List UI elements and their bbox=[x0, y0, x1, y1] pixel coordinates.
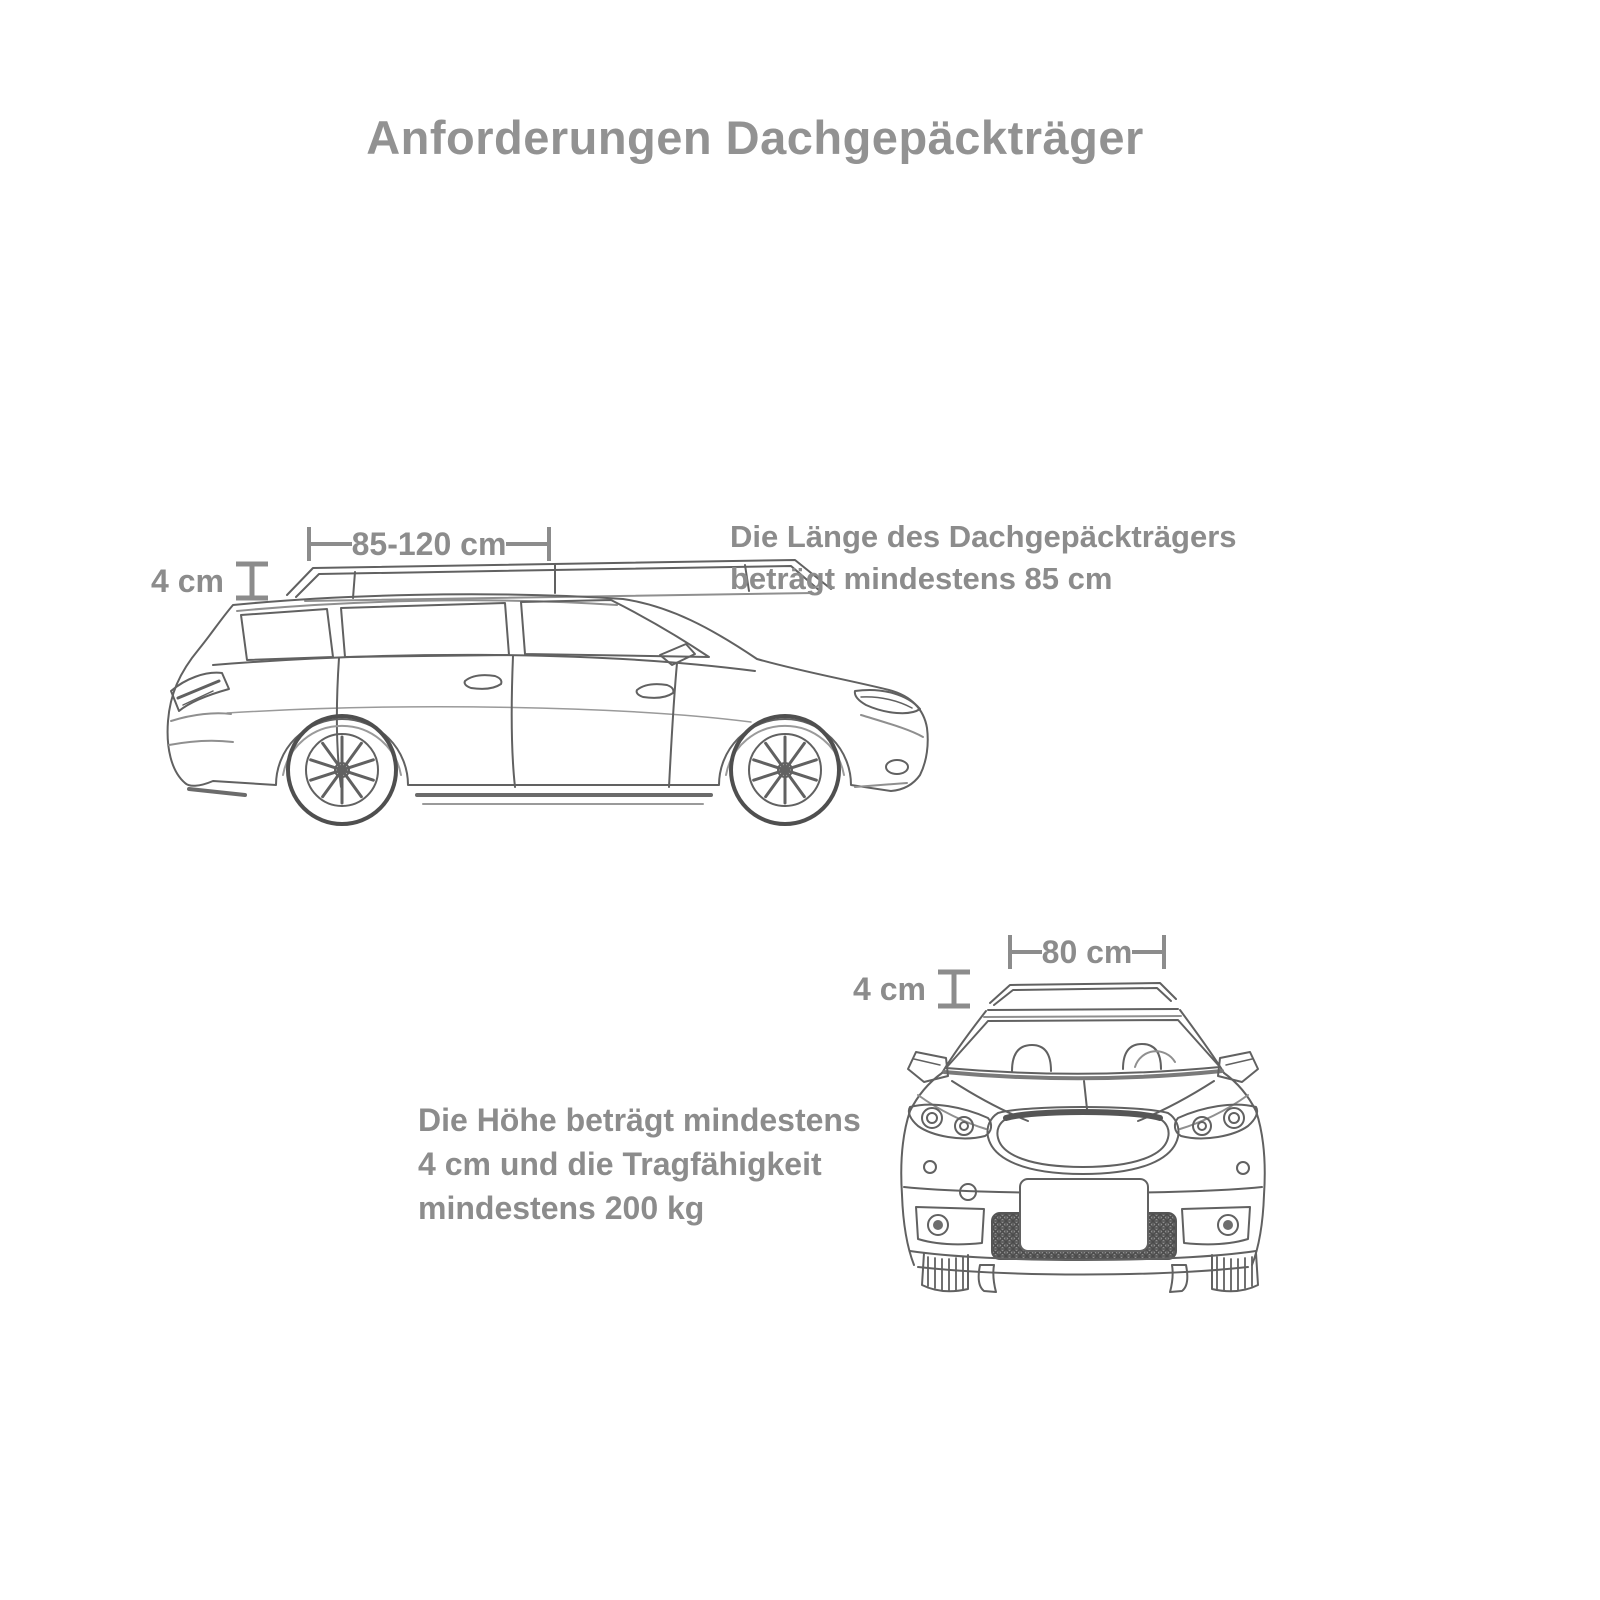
front-view-car-drawing bbox=[880, 955, 1300, 1295]
headlight-right bbox=[1175, 1105, 1257, 1139]
front-width-dimension-label: 80 cm bbox=[1041, 933, 1133, 970]
grille bbox=[987, 1107, 1178, 1174]
rear-wheel bbox=[288, 716, 396, 824]
headrests bbox=[1012, 1044, 1175, 1071]
headlight bbox=[855, 690, 920, 713]
dimension-line bbox=[1012, 950, 1042, 954]
windows bbox=[241, 600, 709, 660]
note-line: Die Höhe beträgt mindestens bbox=[418, 1102, 861, 1138]
wheel-arch-lips bbox=[283, 726, 844, 775]
roof-bar bbox=[988, 983, 1178, 1010]
windshield bbox=[942, 1010, 1224, 1078]
door-handles bbox=[465, 675, 674, 698]
note-line: mindestens 200 kg bbox=[418, 1190, 705, 1226]
front-bumper-details bbox=[855, 715, 923, 787]
headlight-left bbox=[909, 1105, 991, 1139]
side-height-dimension-label: 4 cm bbox=[151, 562, 224, 599]
fog-light-right bbox=[1182, 1207, 1250, 1244]
front-view-note bbox=[418, 1098, 861, 1230]
note-line: 4 cm und die Tragfähigkeit bbox=[418, 1146, 822, 1182]
mud-flap-right bbox=[1170, 1265, 1187, 1292]
hood-lines bbox=[918, 1081, 1248, 1129]
note-line: beträgt mindestens 85 cm bbox=[730, 561, 1113, 596]
note-line: Die Länge des Dachgepäckträgers bbox=[730, 519, 1237, 554]
side-length-dimension-label: 85-120 cm bbox=[351, 525, 507, 562]
door-lines bbox=[337, 656, 677, 787]
dimension-line bbox=[1132, 950, 1162, 954]
front-height-dimension-label: 4 cm bbox=[853, 970, 926, 1007]
fog-light-left bbox=[916, 1207, 984, 1244]
mud-flap-left bbox=[979, 1265, 996, 1292]
rocker-panel bbox=[417, 795, 711, 804]
bumper bbox=[904, 1161, 1262, 1275]
page-title: Anforderungen Dachgepäckträger bbox=[366, 111, 1144, 164]
front-wheel bbox=[731, 716, 839, 824]
side-view-note bbox=[730, 516, 1237, 600]
license-plate bbox=[1020, 1179, 1148, 1251]
